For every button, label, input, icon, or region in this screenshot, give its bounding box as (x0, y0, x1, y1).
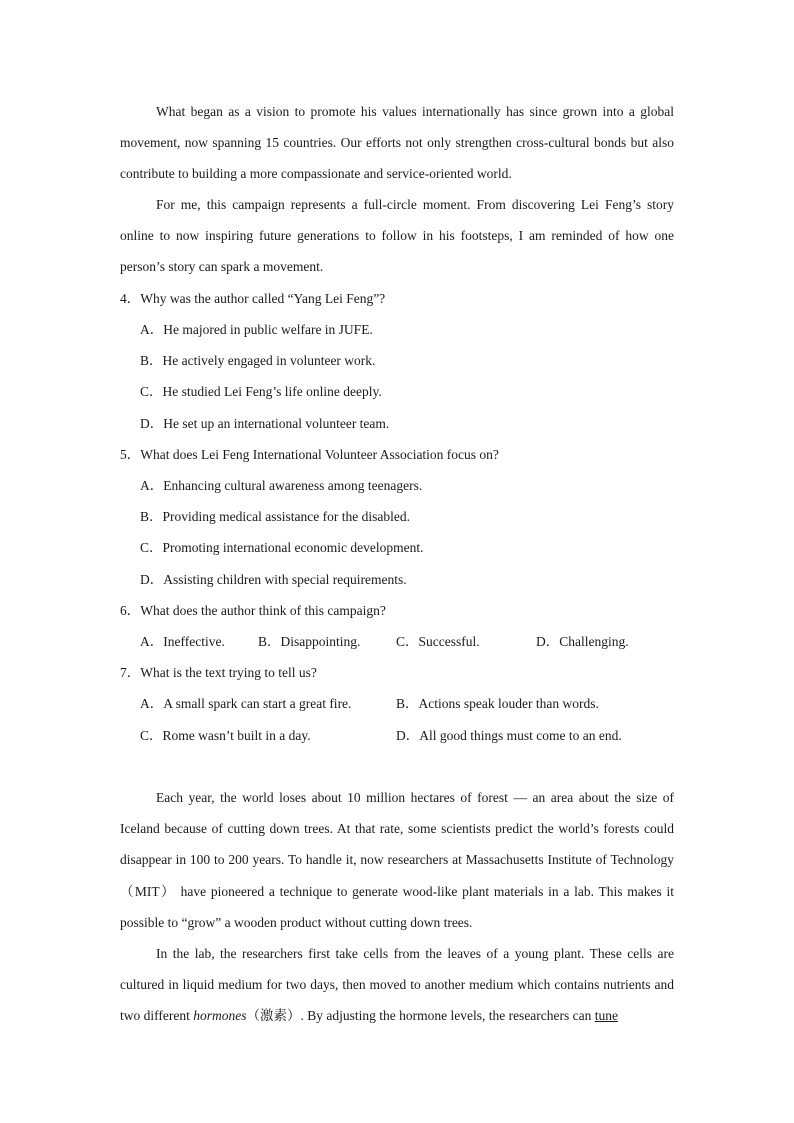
passage1-paragraph1: What began as a vision to promote his values internationally has since grown into a global movement, now spanning 15 countries. Our efforts not only strengthen cross-cultural bonds but also contribute to building a more compassionate and service-oriented world. (120, 104, 674, 182)
question-4-option-d[interactable]: D．He set up an international volunteer team. (140, 416, 390, 431)
passage1-paragraph2: For me, this campaign represents a full-circle moment. From discovering Lei Feng’s story online to now inspiring future generations to follow in his footsteps, I am reminded of how one person’s story can spark a movement. (120, 197, 674, 275)
hormones-term: hormones (193, 1008, 247, 1024)
passage2-paragraph2: In the lab, the researchers first take cells from the leaves of a young plant. These cells are cultured in liquid medium for two days, then moved to another medium which contains nutrients and two different hormones（激素）. By adjusting the hormone levels, the researchers can tune (120, 946, 674, 1024)
question-4-option-a[interactable]: A．He majored in public welfare in JUFE. (140, 322, 373, 337)
question-5-option-d[interactable]: D．Assisting children with special requirements. (140, 572, 407, 587)
question-7-option-c[interactable]: C．Rome wasn’t built in a day. (140, 728, 311, 743)
question-5-stem: 5．What does Lei Feng International Volunteer Association focus on? (120, 447, 499, 462)
passage2-paragraph1: Each year, the world loses about 10 million hectares of forest — an area about the size of Iceland because of cutting down trees. At that rate, some scientists predict the world’s forests could disappear in 100 to 200 years. To handle it, now researchers at Massachusetts Institute of Technology （MIT） have pioneered a technique to generate wood-like plant materials in a lab. This makes it possible to “grow” a wooden product without cutting down trees. (120, 790, 674, 930)
question-6-option-d[interactable]: D．Challenging. (536, 634, 629, 649)
question-5-option-b[interactable]: B．Providing medical assistance for the disabled. (140, 509, 410, 524)
question-7-option-a[interactable]: A．A small spark can start a great fire. (140, 696, 352, 711)
question-4-option-c[interactable]: C．He studied Lei Feng’s life online deeply. (140, 384, 382, 399)
question-7-option-b[interactable]: B．Actions speak louder than words. (396, 696, 599, 711)
question-7-option-d[interactable]: D．All good things must come to an end. (396, 728, 622, 743)
question-4-stem: 4．Why was the author called “Yang Lei Feng”? (120, 291, 386, 306)
hormones-chinese-gloss: （激素） (246, 1008, 301, 1024)
question-6-stem: 6．What does the author think of this campaign? (120, 603, 386, 618)
question-5-option-a[interactable]: A．Enhancing cultural awareness among teenagers. (140, 478, 423, 493)
question-6-option-a[interactable]: A．Ineffective. (140, 634, 225, 649)
question-4-option-b[interactable]: B．He actively engaged in volunteer work. (140, 353, 376, 368)
question-7-stem: 7．What is the text trying to tell us? (120, 665, 317, 680)
underlined-word-tune: tune (594, 1008, 619, 1024)
question-6-option-c[interactable]: C．Successful. (396, 634, 480, 649)
question-5-option-c[interactable]: C．Promoting international economic development. (140, 540, 424, 555)
question-6-option-b[interactable]: B．Disappointing. (258, 634, 361, 649)
